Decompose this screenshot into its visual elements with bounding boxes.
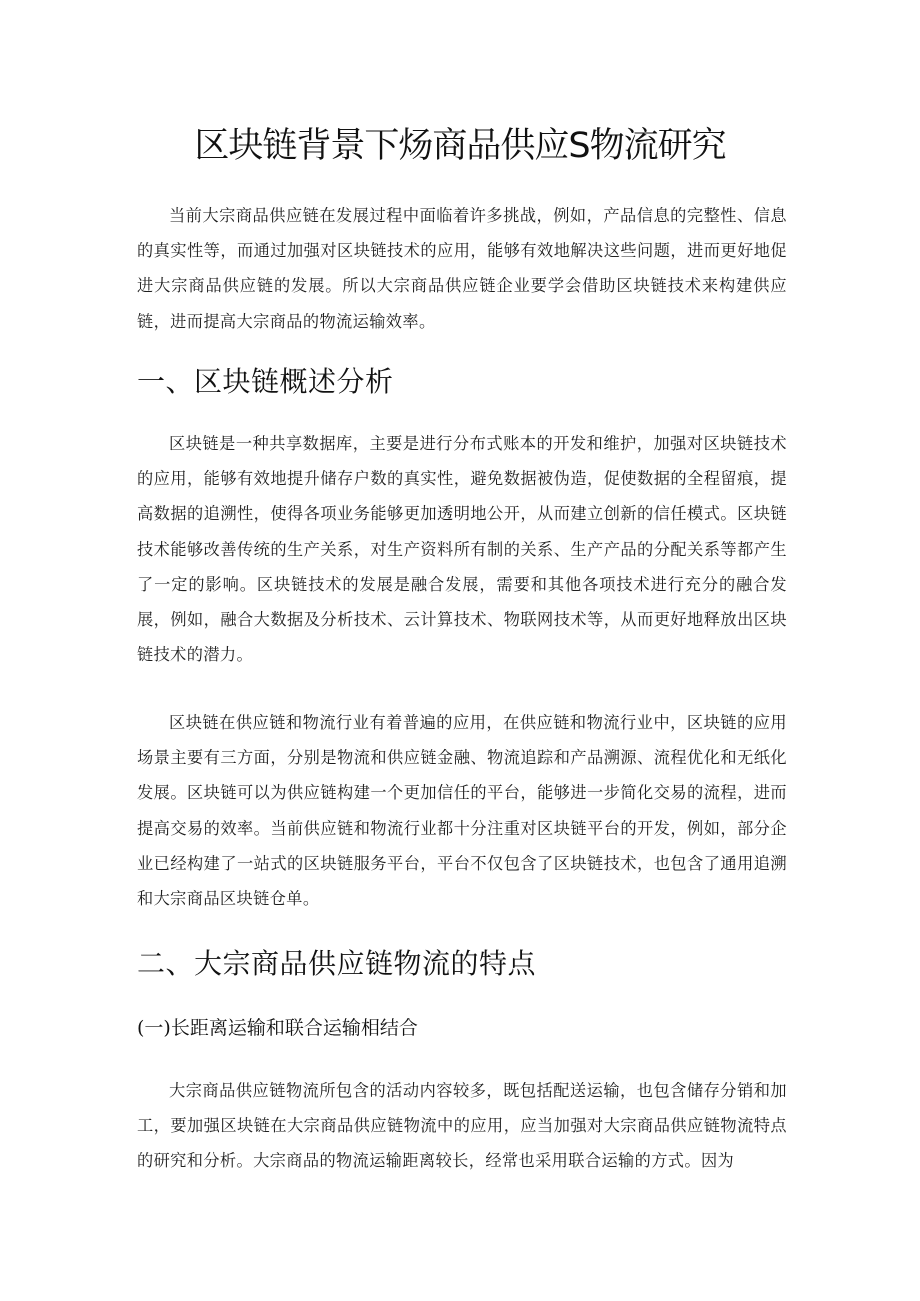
section-1-heading: 一、区块链概述分析	[137, 365, 394, 398]
section-1-paragraph-1: 区块链是一种共享数据库，主要是进行分布式账本的开发和维护，加强对区块链技术的应用，能够有效地提升储存户数的真实性，避免数据被伪造，促使数据的全程留痕，提高数据的追溯性，使得各项业务能够更加透明地公开，从而建立创新的信任模式。区块链技术能够改善传统的生产关系，对生产资料所有制的关系、生产产品的分配关系等都产生了一定的影响。区块链技术的发展是融合发展，需要和其他各项技术进行充分的融合发展，例如，融合大数据及分析技术、云计算技术、物联网技术等，从而更好地释放出区块链技术的潜力。	[137, 434, 787, 665]
intro-paragraph: 当前大宗商品供应链在发展过程中面临着许多挑战，例如，产品信息的完整性、信息的真实性等，而通过加强对区块链技术的应用，能够有效地解决这些问题，进而更好地促进大宗商品供应链的发展。所以大宗商品供应链企业要学会借助区块链技术来构建供应链，进而提高大宗商品的物流运输效率。	[137, 206, 787, 331]
document-title: 区块链背景下炀商品供应S物流研究	[194, 126, 726, 166]
section-2-subheading-1: (一)长距离运输和联合运输相结合	[137, 1017, 418, 1039]
section-1-paragraph-2: 区块链在供应链和物流行业有着普遍的应用，在供应链和物流行业中，区块链的应用场景主要有三方面，分别是物流和供应链金融、物流追踪和产品溯源、流程优化和无纸化发展。区块链可以为供应链构建一个更加信任的平台，能够进一步简化交易的流程，进而提高交易的效率。当前供应链和物流行业都十分注重对区块链平台的开发，例如，部分企业已经构建了一站式的区块链服务平台，平台不仅包含了区块链技术，也包含了通用追溯和大宗商品区块链仓单。	[137, 713, 787, 909]
section-2-heading: 二、大宗商品供应链物流的特点	[137, 947, 537, 980]
section-2-sub-1-paragraph-1: 大宗商品供应链物流所包含的活动内容较多，既包括配送运输，也包含储存分销和加工，要加强区块链在大宗商品供应链物流中的应用，应当加强对大宗商品供应链物流特点的研究和分析。大宗商品的物流运输距离较长，经常也采用联合运输的方式。因为	[137, 1081, 787, 1171]
